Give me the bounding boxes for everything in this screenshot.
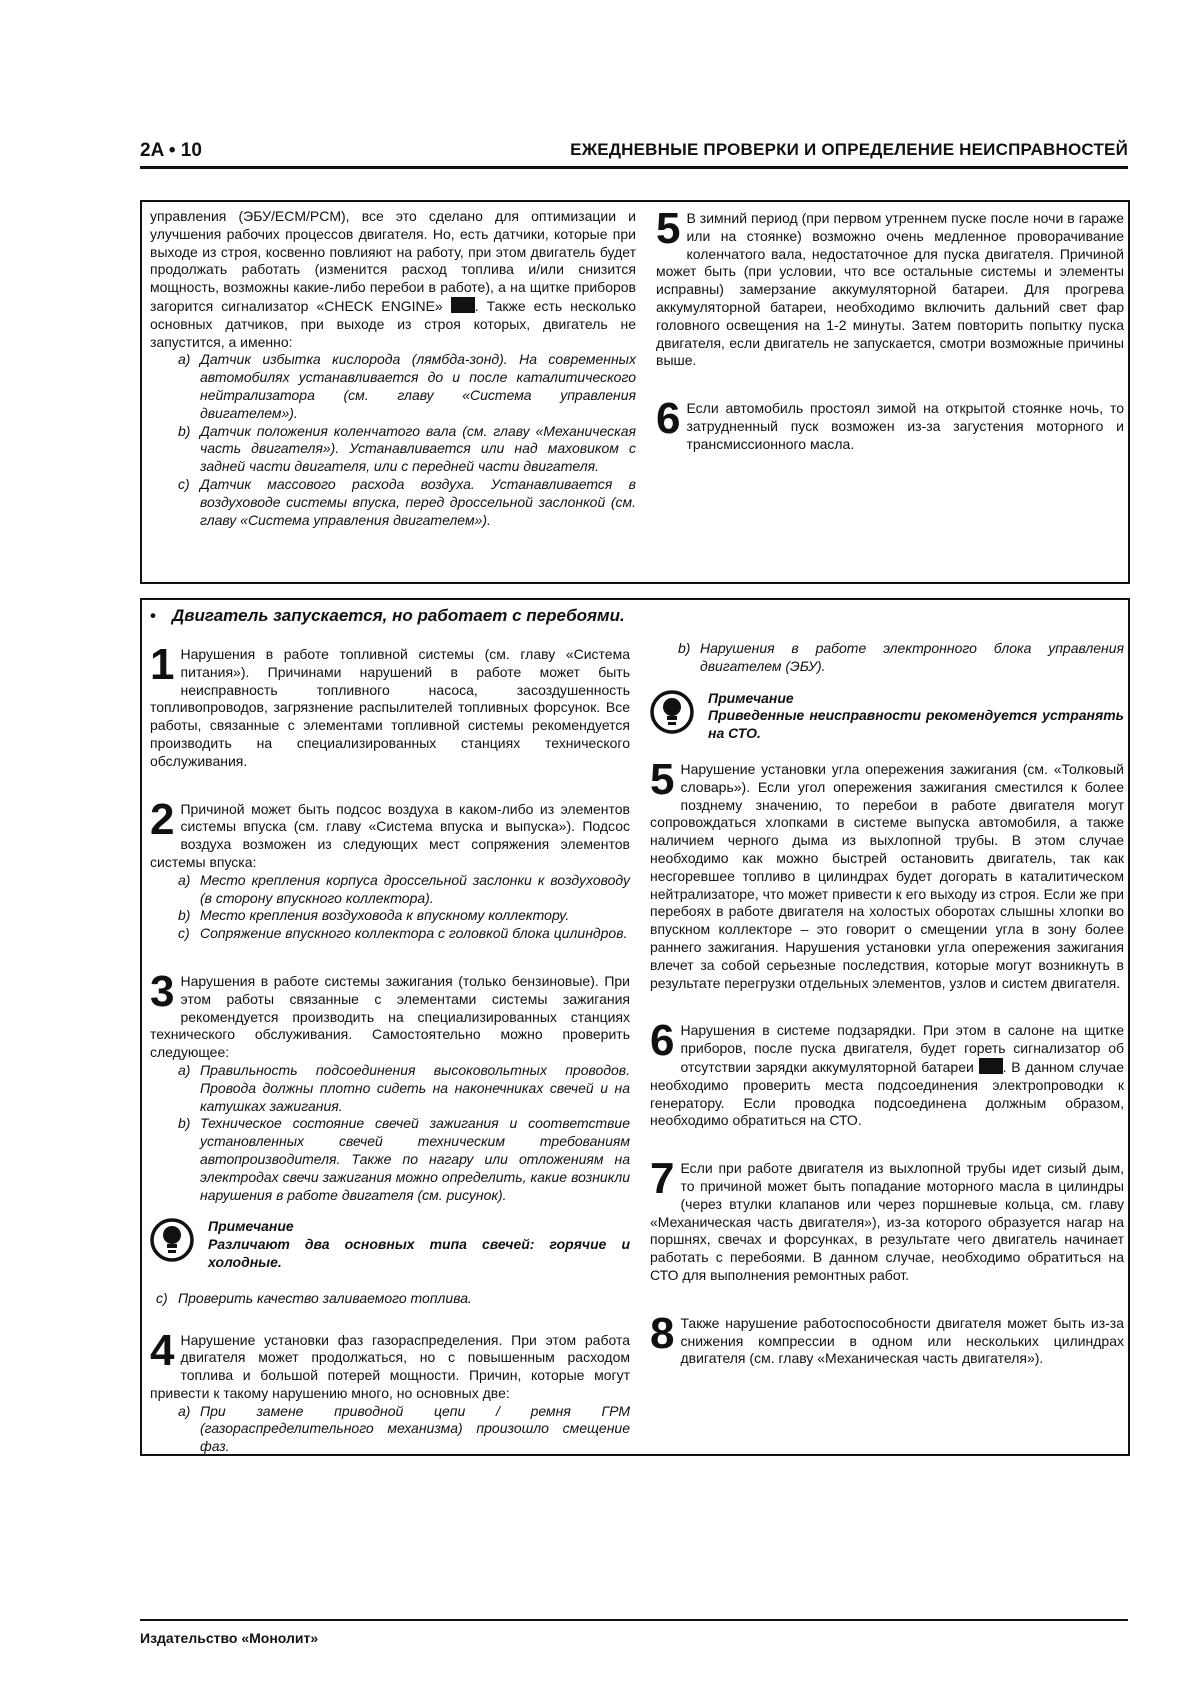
note-block — [150, 1218, 630, 1271]
sub-item: b) Нарушения в работе электронного блока управления двигателем (ЭБУ). — [678, 640, 1124, 674]
sub-item: c) Датчик массового расхода воздуха. Устанавливается в воздуховоде системы впуска, перед дроссельной заслонкой (см. главу «Система управления двигателем»). — [178, 475, 636, 528]
page-number: 2A • 10 — [140, 140, 202, 161]
sub-item: a) Место крепления корпуса дроссельной заслонки к воздуховоду (в сторону впускного коллектора). — [178, 871, 630, 906]
note-block — [650, 690, 1124, 743]
sub-item: c) Сопряжение впускного коллектора с головкой блока цилиндров. — [178, 925, 628, 942]
right-column — [650, 640, 1124, 1398]
paragraph: управления (ЭБУ/ECM/PCM), все это сделано для оптимизации и улучшения рабочих процессов двигателя. Но, есть датчики, которые при выходе из строя, косвенно повлияют на работу, при этом двигатель будет продолжать работать (изменится расход топлива и/или снизится мощность, возможны какие-либо перебои в работе), а на щитке приборов загорится сигнализатор «CHECK ENGINE» . Также есть несколько основных датчиков, при выходе из строя которых, двигатель не запустится, а именно: — [150, 208, 636, 350]
item-number: 5 — [656, 204, 681, 253]
numbered-item: 8 Также нарушение работоспособности двигателя может быть из-за снижения компрессии в одном или нескольких цилиндрах двигателя (см. главу «Механическая часть двигателя»). — [650, 1308, 1124, 1367]
note-icon — [150, 1218, 194, 1262]
note-label: Примечание — [708, 689, 794, 706]
item-number: 3 — [150, 966, 175, 1016]
item-number: 6 — [650, 1016, 675, 1066]
item-number: 8 — [650, 1308, 675, 1358]
item-number: 1 — [150, 640, 175, 689]
sub-item: b) Место крепления воздуховода к впускному коллектору. — [178, 907, 570, 924]
left-column — [150, 208, 636, 529]
sub-item: c) Проверить качество заливаемого топлива. — [156, 1289, 472, 1306]
item-number: 7 — [650, 1154, 675, 1204]
continuation-box — [140, 200, 1130, 584]
note-label: Примечание — [208, 1218, 294, 1235]
sub-item: b) Техническое состояние свечей зажигания и соответствие установленных свечей техническим требованиям автопроизводителя. Также по нагару или отложениям на электродах свечи зажигания можно определить, какие возникли нарушения в работе двигателя (см. рисунок). — [178, 1115, 630, 1203]
section-title: • Двигатель запускается, но работает с перебоями. — [150, 606, 625, 625]
numbered-item: 6 Если автомобиль простоял зимой на открытой стоянке ночь, то затрудненный пуск возможен из-за загустения моторного и трансмиссионного масла. — [656, 394, 1124, 452]
note-text: Приведенные неисправности рекомендуется устранять на СТО. — [708, 707, 1124, 742]
sub-item: a) Датчик избытка кислорода (лямбда-зонд). На современных автомобилях устанавливается до и после каталитического нейтрализатора (см. главу «Система управления двигателем»). — [178, 351, 636, 421]
footer-rule — [140, 1619, 1128, 1621]
numbered-item: 3 Нарушения в работе системы зажигания (только бензиновые). При этом работы связанные с элементами системы зажигания рекомендуется производить на специализированных станциях технического обслуживания. Самостоятельно можно проверить следующее: a) Правильность подсоединения высоковольтных проводов. Провода должны плотно сидеть на наконечниках свечей и на катушках зажигания. b) Техническое состояние свечей зажигания и соответствие установленных свечей техническим требованиям автопроизводителя. Также по нагару или отложениям на электродах свечи зажигания можно определить, какие возникли нарушения в работе двигателя (см. рисунок). — [150, 966, 630, 1203]
check-engine-icon — [451, 297, 475, 313]
right-column — [656, 204, 1124, 484]
sub-item: b) Датчик положения коленчатого вала (см. главу «Механическая часть двигателя»). Устанавливается или над маховиком с задней части двигателя, или с передней части двигателя. — [178, 422, 636, 475]
note-text: Различают два основных типа свечей: горячие и холодные. — [208, 1236, 630, 1270]
item-number: 2 — [150, 794, 175, 844]
battery-icon — [979, 1058, 1003, 1074]
numbered-item: 7 Если при работе двигателя из выхлопной трубы идет сизый дым, то причиной может быть попадание моторного масла в цилиндры (через втулки клапанов или через поршневые кольца, см. главу «Механическая часть двигателя»), из-за которого образуется нагар на поршнях, свечах и форсунках, в результате чего двигатель начинает работать с перебоями. В данном случае, необходимо обратиться на СТО для выполнения ремонтных работ. — [650, 1154, 1124, 1283]
page-header — [140, 136, 1128, 166]
publisher-footer: Издательство «Монолит» — [140, 1630, 319, 1646]
running-title: ЕЖЕДНЕВНЫЕ ПРОВЕРКИ И ОПРЕДЕЛЕНИЕ НЕИСПРАВНОСТЕЙ — [570, 140, 1128, 159]
numbered-item: 4 Нарушение установки фаз газораспределения. При этом работа двигателя может продолжаться, но с повышенным расходом топлива и большой потерей мощности. Причин, которые могут привести к такому нарушению много, но основных две: a) При замене приводной цепи / ремня ГРМ (газораспределительного механизма) произошло смещение фаз. — [150, 1325, 630, 1455]
item-number: 6 — [656, 394, 681, 444]
numbered-item: 2 Причиной может быть подсос воздуха в каком-либо из элементов системы впуска (см. главу «Система впуска и выпуска»). Подсос воздуха возможен из следующих мест сопряжения элементов системы впуска: a) Место крепления корпуса дроссельной заслонки к воздуховоду (в сторону впускного коллектора). b) Место крепления воздуховода к впускному коллектору. c) Сопряжение впускного коллектора с головкой блока цилиндров. — [150, 794, 630, 942]
numbered-item: 5 В зимний период (при первом утреннем пуске после ночи в гараже или на стоянке) возможно очень медленное проворачивание коленчатого вала, недостаточное для пуска двигателя. Причиной может быть (при условии, что все остальные системы и элементы исправны) замерзание аккумуляторной батареи. Для прогрева аккумуляторной батареи, необходимо включить дальний свет фар головного освещения на 1-2 минуты. Затем повторить попытку пуска двигателя, если двигатель не запускается, смотри возможные причины выше. — [656, 204, 1124, 369]
numbered-item: 6 Нарушения в системе подзарядки. При этом в салоне на щитке приборов, после пуска двигателя, будет гореть сигнализатор об отсутствии зарядки аккумуляторной батареи . В данном случае необходимо проверить места подсоединения электропроводки к генератору. Если проводка подсоединена должным образом, необходимо обратиться на СТО. — [650, 1016, 1125, 1129]
sub-item: a) При замене приводной цепи / ремня ГРМ (газораспределительного механизма) произошло смещение фаз. — [178, 1402, 630, 1455]
header-rule — [140, 166, 1128, 169]
numbered-item: 5 Нарушение установки угла опережения зажигания (см. «Толковый словарь»). Если угол опережения зажигания сместился к более позднему значению, то перебои в работе двигателя могут сопровождаться хлопками в системе выпуска автомобиля, а также наличием черного дыма из выхлопной трубы. В этом случае необходимо как можно быстрей остановить двигатель, так как несгоревшее топливо в цилиндрах будет догорать в каталитическом нейтрализаторе, что может привести к его выходу из строя. Если же при перебоях в работе двигателя на холостых оборотах слышны хлопки во впускном коллекторе – это говорит о смещении угла в зону более раннего зажигания. Нарушения установки угла опережения зажигания влечет за собой серьезные последствия, которые могут возникнуть в результате перегрузки отдельных элементов, узлов и систем двигателя. — [650, 754, 1124, 991]
section-box — [140, 598, 1130, 1456]
sub-item: a) Правильность подсоединения высоковольтных проводов. Провода должны плотно сидеть на наконечниках свечей и на катушках зажигания. — [178, 1061, 630, 1114]
left-column — [150, 640, 630, 1486]
note-icon — [650, 690, 694, 734]
numbered-item: 1 Нарушения в работе топливной системы (см. главу «Система питания»). Причинами нарушений в работе может быть неисправность топливного насоса, засоздушенность топливопроводов, загрязнение распылителей топливных форсунок. Все работы, связанные с элементами топливной системы рекомендуется производить на специализированных станциях технического обслуживания. — [150, 640, 630, 769]
item-number: 4 — [150, 1325, 175, 1375]
item-number: 5 — [650, 754, 675, 804]
